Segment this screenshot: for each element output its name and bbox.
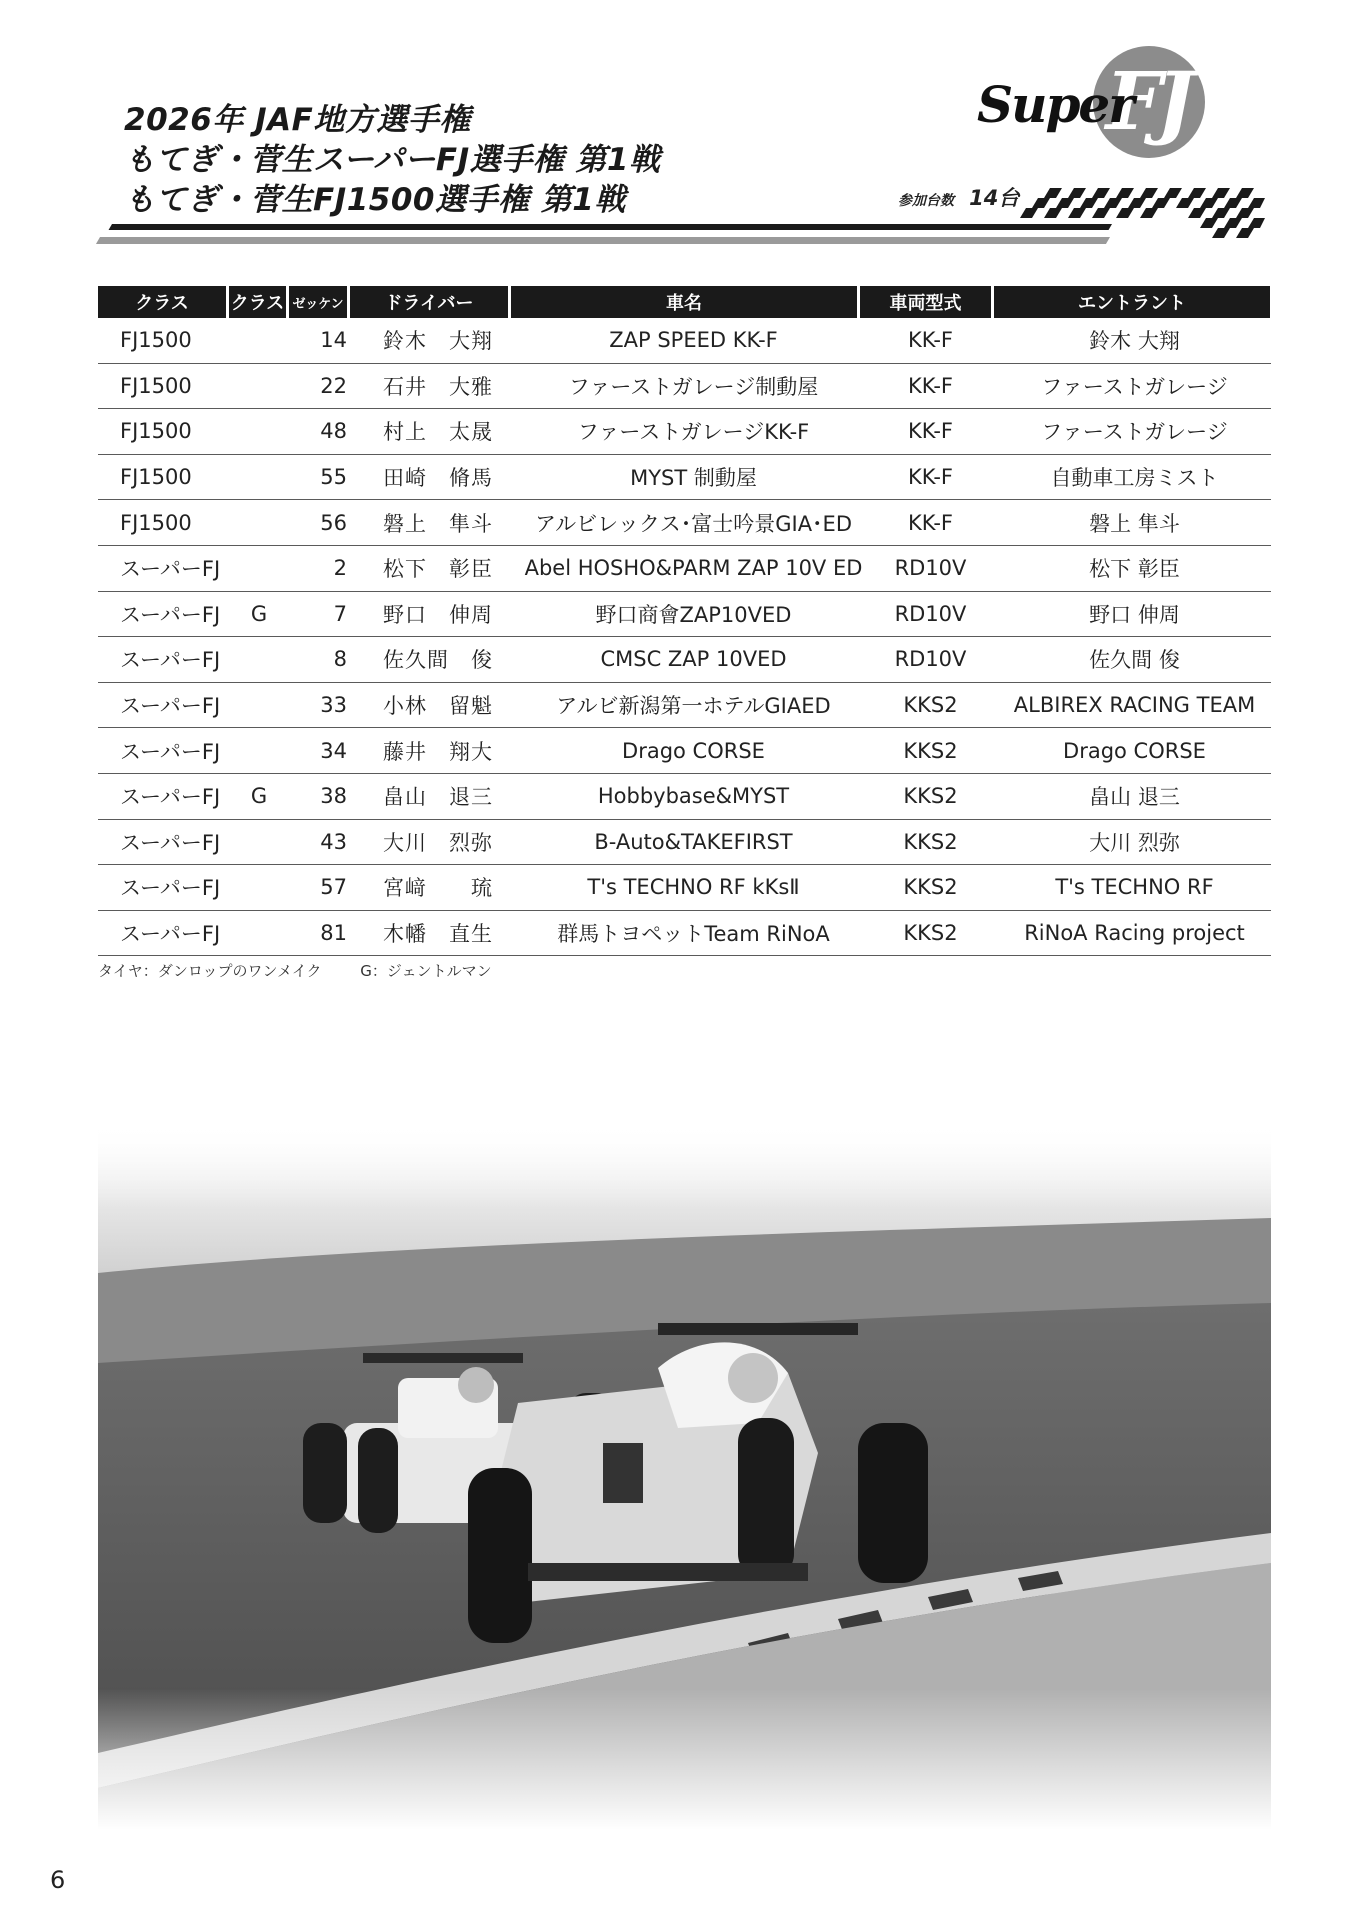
table-row	[98, 592, 1271, 638]
cell-class2	[229, 911, 289, 956]
cell-driver: 松下 彰臣	[383, 557, 493, 582]
cell-driver: 佐久間 俊	[383, 648, 493, 673]
cell-driver: 石井 大雅	[383, 374, 493, 399]
cell-number: 33	[320, 693, 347, 718]
cell-entrant: 野口 伸周	[1089, 602, 1180, 627]
table-row	[98, 637, 1271, 683]
table-row	[98, 774, 1271, 820]
cell-class: スーパーFJ	[120, 830, 221, 855]
cell-entrant: 大川 烈弥	[1089, 830, 1180, 855]
cell-type: RD10V	[894, 647, 967, 672]
cell-number: 38	[320, 784, 347, 809]
cell-number: 8	[333, 647, 347, 672]
table-row	[98, 865, 1271, 911]
cell-class2	[229, 409, 289, 454]
cell-class2	[229, 683, 289, 728]
cell-type: KK-F	[908, 465, 953, 490]
cell-class: スーパーFJ	[120, 648, 221, 673]
cell-entrant: RiNoA Racing project	[1024, 921, 1245, 946]
cell-type: KKS2	[903, 784, 958, 809]
cell-car: 群馬トヨペットTeam RiNoA	[557, 922, 830, 947]
cell-number: 43	[320, 829, 347, 854]
header-car: 車名	[511, 286, 857, 318]
cell-driver: 磐上 隼斗	[383, 511, 493, 536]
cell-class2	[229, 820, 289, 865]
table-row	[98, 500, 1271, 546]
cell-number: 14	[320, 328, 347, 353]
cell-type: RD10V	[894, 556, 967, 581]
logo-fj-text: FJ	[1105, 54, 1189, 148]
cell-driver: 小林 留魁	[383, 694, 493, 719]
cell-entrant: ファーストガレージ	[1041, 374, 1228, 399]
cell-driver: 田崎 脩馬	[383, 466, 493, 491]
cell-class: FJ1500	[120, 465, 192, 490]
cell-number: 81	[320, 921, 347, 946]
cell-class: スーパーFJ	[120, 739, 221, 764]
cell-type: KKS2	[903, 829, 958, 854]
logo-super-text: Super	[977, 75, 1133, 134]
cell-type: KK-F	[908, 373, 953, 398]
super-fj-logo	[975, 46, 1215, 176]
cell-class: スーパーFJ	[120, 694, 221, 719]
cell-entrant: ALBIREX RACING TEAM	[1013, 693, 1256, 718]
cell-entrant: 鈴木 大翔	[1089, 329, 1180, 354]
cell-class: FJ1500	[120, 328, 192, 353]
cell-driver: 村上 太晟	[383, 420, 493, 445]
cell-driver: 宮﨑 琉	[383, 876, 493, 901]
header-class: クラス	[98, 286, 226, 318]
entries-count	[898, 182, 1019, 212]
cell-driver: 鈴木 大翔	[383, 329, 493, 354]
table-row	[98, 364, 1271, 410]
checkered-flag-icon	[1020, 188, 1265, 244]
entries-label: 参加台数	[898, 193, 954, 209]
cell-driver: 野口 伸周	[383, 602, 493, 627]
table-row	[98, 318, 1271, 364]
cell-number: 7	[333, 601, 347, 626]
footnote-gentleman: G：ジェントルマン	[360, 962, 492, 980]
table-row	[98, 409, 1271, 455]
cell-class2	[229, 637, 289, 682]
cell-type: KKS2	[903, 921, 958, 946]
cell-class2	[229, 728, 289, 773]
table-footnote	[98, 960, 526, 981]
table-row	[98, 455, 1271, 501]
cell-class: FJ1500	[120, 510, 192, 535]
header-driver: ドライバー	[350, 286, 508, 318]
table-header	[98, 286, 1271, 318]
cell-class: スーパーFJ	[120, 557, 221, 582]
header-number: ゼッケン	[289, 286, 347, 318]
cell-class2	[229, 455, 289, 500]
cell-car: アルビレックス･富士吟景GIA･ED	[534, 511, 852, 536]
cell-entrant: 松下 彰臣	[1089, 557, 1180, 582]
cell-class: スーパーFJ	[120, 785, 221, 810]
cell-class: FJ1500	[120, 419, 192, 444]
cell-class: スーパーFJ	[120, 922, 221, 947]
cell-number: 55	[320, 465, 347, 490]
cell-number: 22	[320, 373, 347, 398]
page-number: 6	[50, 1866, 66, 1894]
table-row	[98, 728, 1271, 774]
cell-number: 48	[320, 419, 347, 444]
cell-car: アルビ新潟第一ホテルGIAED	[556, 694, 831, 719]
title-line-2: もてぎ・菅生スーパーFJ選手権 第1戦	[124, 142, 661, 178]
cell-type: KKS2	[903, 875, 958, 900]
cell-type: KK-F	[908, 419, 953, 444]
cell-number: 34	[320, 738, 347, 763]
cell-type: KK-F	[908, 510, 953, 535]
cell-entrant: ファーストガレージ	[1041, 420, 1228, 445]
table-row	[98, 820, 1271, 866]
entries-value: 14台	[969, 186, 1020, 210]
cell-car: Abel HOSHO&PARM ZAP 10V ED	[524, 556, 863, 581]
cell-car: Hobbybase&MYST	[597, 784, 790, 809]
cell-number: 57	[320, 875, 347, 900]
cell-car: CMSC ZAP 10VED	[600, 647, 787, 672]
header-type: 車両型式	[860, 286, 991, 318]
cell-class2	[229, 865, 289, 910]
table-row	[98, 546, 1271, 592]
cell-class2: G	[250, 601, 268, 626]
cell-car: T's TECHNO RF kKsⅡ	[587, 875, 800, 900]
page-title	[124, 100, 660, 220]
title-line-3: もてぎ・菅生FJ1500選手権 第1戦	[124, 182, 626, 218]
cell-number: 2	[333, 556, 347, 581]
cell-car: MYST 制動屋	[630, 466, 757, 491]
race-photo	[98, 1123, 1271, 1830]
table-body	[98, 318, 1271, 956]
cell-class2: G	[250, 784, 268, 809]
entry-list-table	[98, 286, 1271, 956]
cell-number: 56	[320, 510, 347, 535]
cell-car: B-Auto&TAKEFIRST	[594, 829, 793, 854]
cell-type: KK-F	[908, 328, 953, 353]
cell-entrant: 自動車工房ミスト	[1050, 466, 1219, 491]
cell-car: ZAP SPEED KK-F	[609, 328, 778, 353]
header-entrant: エントラント	[994, 286, 1270, 318]
table-row	[98, 911, 1271, 957]
cell-entrant: Drago CORSE	[1063, 738, 1206, 763]
cell-entrant: 畠山 退三	[1089, 785, 1180, 810]
footnote-tyre: タイヤ：ダンロップのワンメイク	[98, 962, 322, 980]
cell-class: FJ1500	[120, 373, 192, 398]
cell-class2	[229, 500, 289, 545]
cell-car: ファーストガレージKK-F	[577, 420, 810, 445]
cell-entrant: 佐久間 俊	[1089, 648, 1180, 673]
cell-class2	[229, 546, 289, 591]
cell-class2	[229, 318, 289, 363]
cell-entrant: 磐上 隼斗	[1089, 511, 1180, 536]
cell-driver: 大川 烈弥	[383, 830, 493, 855]
header-rule-grey	[96, 237, 1110, 244]
cell-driver: 木幡 直生	[383, 922, 493, 947]
cell-driver: 畠山 退三	[383, 785, 493, 810]
cell-class: スーパーFJ	[120, 602, 221, 627]
cell-type: RD10V	[894, 601, 967, 626]
title-line-1: 2026年 JAF地方選手権	[124, 102, 471, 138]
cell-class2	[229, 364, 289, 409]
table-row	[98, 683, 1271, 729]
cell-car: Drago CORSE	[622, 738, 765, 763]
cell-car: 野口商會ZAP10VED	[595, 602, 792, 627]
header-rule-black	[109, 224, 1112, 230]
cell-entrant: T's TECHNO RF	[1055, 875, 1214, 900]
cell-car: ファーストガレージ制動屋	[568, 374, 819, 399]
cell-type: KKS2	[903, 693, 958, 718]
header-class2: クラス	[229, 286, 286, 318]
cell-class: スーパーFJ	[120, 876, 221, 901]
cell-type: KKS2	[903, 738, 958, 763]
cell-driver: 藤井 翔大	[383, 739, 493, 764]
